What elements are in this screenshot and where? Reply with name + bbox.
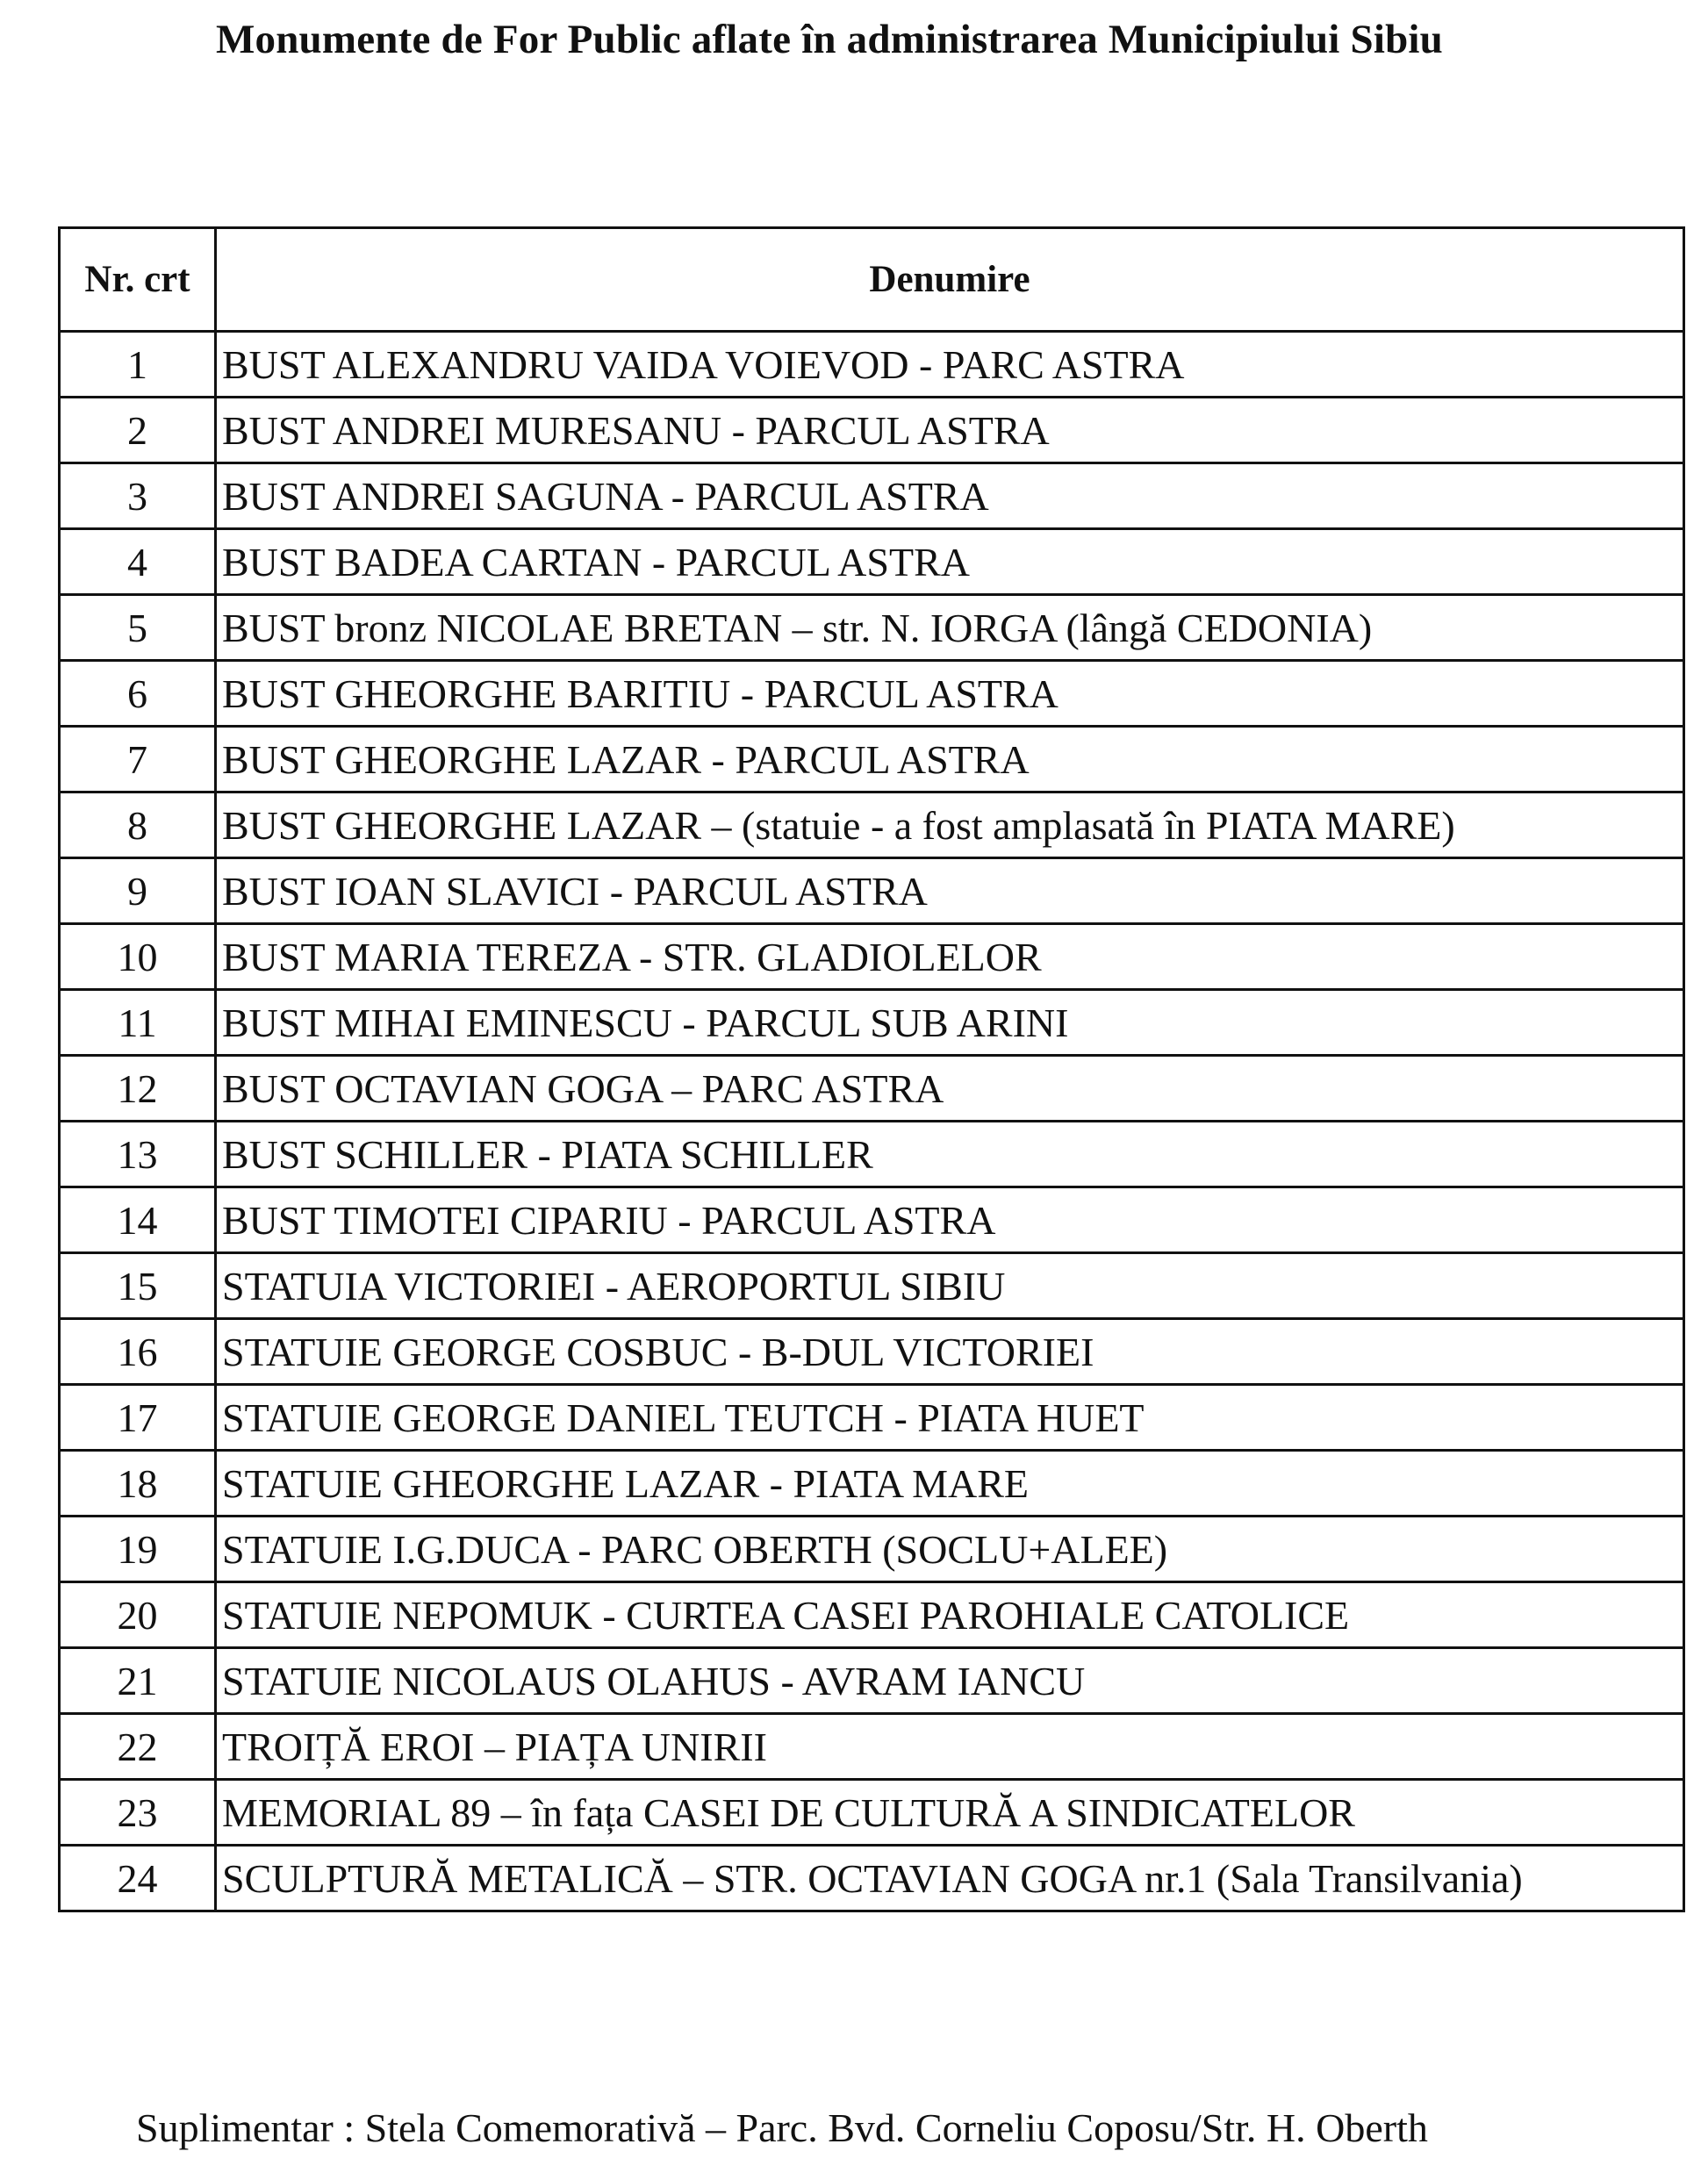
row-number: 19: [60, 1517, 216, 1582]
table-row: [60, 727, 1684, 792]
row-number: 23: [60, 1780, 216, 1846]
monument-name: SCULPTURĂ METALICĂ – STR. OCTAVIAN GOGA nr.1 (Sala Transilvania): [216, 1846, 1684, 1911]
monument-name: BUST GHEORGHE LAZAR – (statuie - a fost amplasată în PIATA MARE): [216, 792, 1684, 858]
table-row: [60, 1253, 1684, 1319]
table-row: [60, 332, 1684, 398]
monument-name: BUST OCTAVIAN GOGA – PARC ASTRA: [216, 1056, 1684, 1122]
monument-name: BUST MIHAI EMINESCU - PARCUL SUB ARINI: [216, 990, 1684, 1056]
table-row: [60, 1648, 1684, 1714]
table-body: [60, 332, 1684, 1911]
monument-name: TROIȚĂ EROI – PIAȚA UNIRII: [216, 1714, 1684, 1780]
monument-name: STATUIE NEPOMUK - CURTEA CASEI PAROHIALE CATOLICE: [216, 1582, 1684, 1648]
table-row: [60, 792, 1684, 858]
monument-name: BUST GHEORGHE BARITIU - PARCUL ASTRA: [216, 661, 1684, 727]
table-header-row: [60, 228, 1684, 332]
row-number: 18: [60, 1451, 216, 1517]
row-number: 4: [60, 529, 216, 595]
monument-name: STATUIE GEORGE DANIEL TEUTCH - PIATA HUET: [216, 1385, 1684, 1451]
row-number: 21: [60, 1648, 216, 1714]
table-row: [60, 1714, 1684, 1780]
monument-name: BUST ANDREI SAGUNA - PARCUL ASTRA: [216, 463, 1684, 529]
table-row: [60, 595, 1684, 661]
row-number: 3: [60, 463, 216, 529]
row-number: 10: [60, 924, 216, 990]
monuments-table: [58, 226, 1685, 1912]
row-number: 13: [60, 1122, 216, 1187]
monument-name: BUST SCHILLER - PIATA SCHILLER: [216, 1122, 1684, 1187]
table-row: [60, 1451, 1684, 1517]
table-row: [60, 1122, 1684, 1187]
footer-note: Suplimentar : Stela Comemorativă – Parc. Bvd. Corneliu Coposu/Str. H. Oberth: [136, 2105, 1428, 2150]
table-row: [60, 1846, 1684, 1911]
table-row: [60, 1385, 1684, 1451]
monument-name: BUST IOAN SLAVICI - PARCUL ASTRA: [216, 858, 1684, 924]
monument-name: BUST bronz NICOLAE BRETAN – str. N. IORGA (lângă CEDONIA): [216, 595, 1684, 661]
row-number: 8: [60, 792, 216, 858]
row-number: 2: [60, 398, 216, 463]
monument-name: MEMORIAL 89 – în fața CASEI DE CULTURĂ A SINDICATELOR: [216, 1780, 1684, 1846]
row-number: 6: [60, 661, 216, 727]
row-number: 15: [60, 1253, 216, 1319]
header-nr-crt: Nr. crt: [60, 228, 216, 332]
table-row: [60, 1582, 1684, 1648]
row-number: 12: [60, 1056, 216, 1122]
monument-name: BUST ANDREI MURESANU - PARCUL ASTRA: [216, 398, 1684, 463]
table-row: [60, 1056, 1684, 1122]
row-number: 16: [60, 1319, 216, 1385]
row-number: 7: [60, 727, 216, 792]
row-number: 5: [60, 595, 216, 661]
monument-name: BUST BADEA CARTAN - PARCUL ASTRA: [216, 529, 1684, 595]
row-number: 22: [60, 1714, 216, 1780]
monument-name: STATUIE GEORGE COSBUC - B-DUL VICTORIEI: [216, 1319, 1684, 1385]
document-title: Monumente de For Public aflate în administrarea Municipiului Sibiu: [215, 17, 1444, 62]
table-row: [60, 1517, 1684, 1582]
row-number: 9: [60, 858, 216, 924]
header-denumire: Denumire: [216, 228, 1684, 332]
monument-name: STATUIA VICTORIEI - AEROPORTUL SIBIU: [216, 1253, 1684, 1319]
monument-name: BUST TIMOTEI CIPARIU - PARCUL ASTRA: [216, 1187, 1684, 1253]
monument-name: BUST GHEORGHE LAZAR - PARCUL ASTRA: [216, 727, 1684, 792]
table-row: [60, 924, 1684, 990]
table-row: [60, 529, 1684, 595]
row-number: 11: [60, 990, 216, 1056]
row-number: 24: [60, 1846, 216, 1911]
monument-name: STATUIE NICOLAUS OLAHUS - AVRAM IANCU: [216, 1648, 1684, 1714]
row-number: 20: [60, 1582, 216, 1648]
table-row: [60, 858, 1684, 924]
row-number: 1: [60, 332, 216, 398]
monument-name: BUST MARIA TEREZA - STR. GLADIOLELOR: [216, 924, 1684, 990]
row-number: 14: [60, 1187, 216, 1253]
table-row: [60, 990, 1684, 1056]
monument-name: STATUIE I.G.DUCA - PARC OBERTH (SOCLU+ALEE): [216, 1517, 1684, 1582]
monument-name: BUST ALEXANDRU VAIDA VOIEVOD - PARC ASTRA: [216, 332, 1684, 398]
table-row: [60, 463, 1684, 529]
table-row: [60, 1187, 1684, 1253]
table-row: [60, 1319, 1684, 1385]
table-row: [60, 1780, 1684, 1846]
row-number: 17: [60, 1385, 216, 1451]
monument-name: STATUIE GHEORGHE LAZAR - PIATA MARE: [216, 1451, 1684, 1517]
table-row: [60, 661, 1684, 727]
table-row: [60, 398, 1684, 463]
